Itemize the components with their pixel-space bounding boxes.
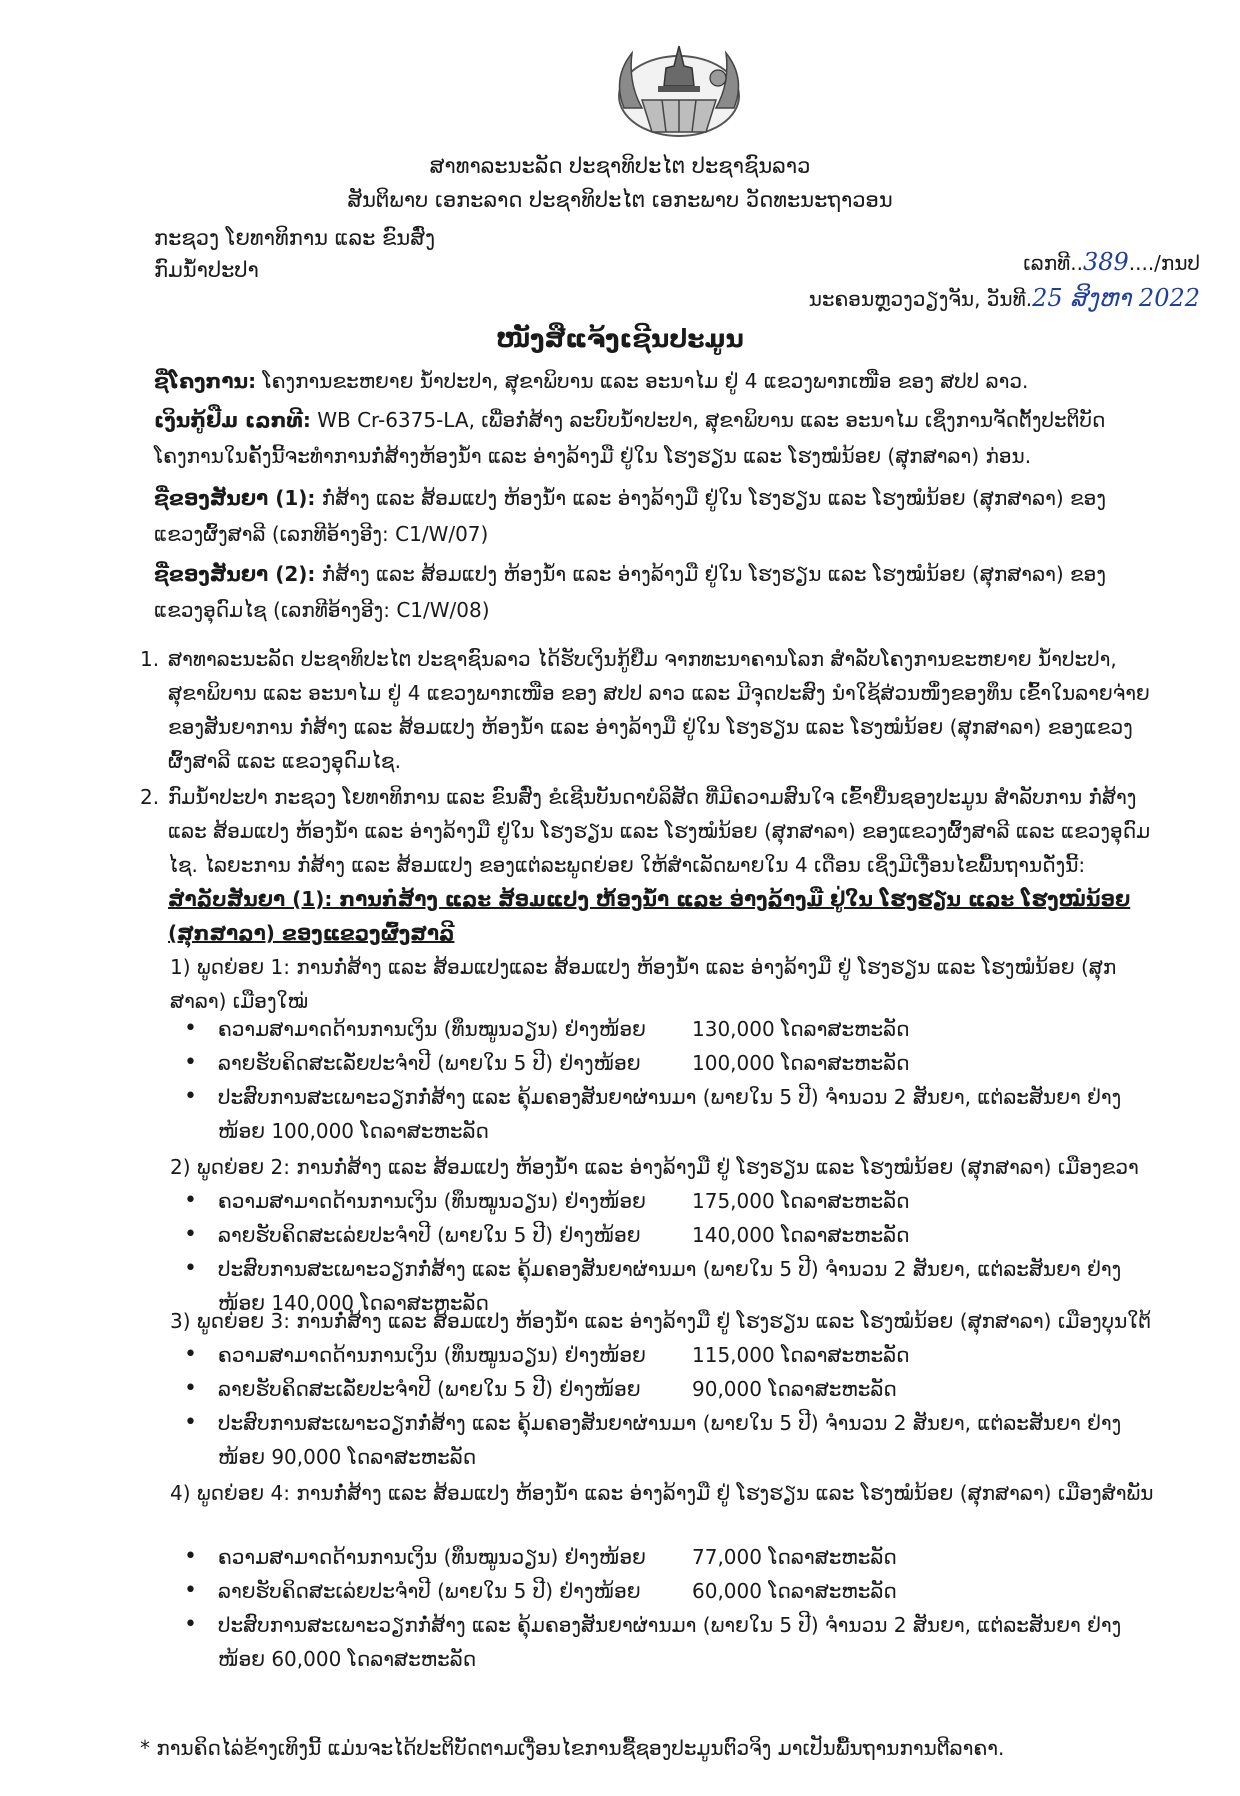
turnover-amount: 90,000 ໂດລາສະຫະລັດ: [692, 1377, 897, 1401]
list-item: [184, 1406, 1154, 1474]
bullet-icon: •: [184, 1084, 197, 1109]
item-number: 1.: [140, 647, 160, 671]
turnover-amount: 60,000 ໂດລາສະຫະລັດ: [692, 1579, 897, 1603]
reference-number: [1023, 248, 1200, 276]
numbered-item: [140, 780, 1154, 882]
place-date-line: [809, 284, 1200, 312]
project-line: [154, 363, 1154, 399]
contract1-label: ຊື່ຂອງສັນຍາ (1):: [154, 486, 316, 510]
list-item: [184, 1608, 1154, 1676]
financial-capacity: ຄວາມສາມາດດ້ານການເງິນ (ທຶນໝູນວຽນ) ຢ່າງໜ້ອຍ: [218, 1017, 646, 1041]
loan-text: WB Cr-6375-LA, ເພື່ອກໍ່ສ້າງ ລະບົບນໍ້າປະປາ, ສຸຂາພິບານ ແລະ ອະນາໄມ ເຊິ່ງການຈັດຕັ້ງປະຕິບັດໂຄງການໃນຄັ້ງນີ້ຈະທໍາການກໍ່ສ້າງຫ້ອງນໍ້າ ແລະ ອ່າງລ້າງມື ຢູ່ໃນ ໂຮງຮຽນ ແລະ ໂຮງໝໍນ້ອຍ (ສຸກສາລາ) ກ່ອນ.: [154, 408, 1106, 468]
bullet-icon: •: [184, 1016, 197, 1041]
financial-capacity: ຄວາມສາມາດດ້ານການເງິນ (ທຶນໝູນວຽນ) ຢ່າງໜ້ອຍ: [218, 1545, 646, 1569]
reference-suffix: ..../ກນປ: [1128, 251, 1200, 275]
reference-prefix: ເລກທີ..: [1023, 251, 1083, 275]
lot-title: 4) ພູດຍ່ອຍ 4: ການກໍ່ສ້າງ ແລະ ສ້ອມແປງ ຫ້ອງນໍ້າ ແລະ ອ່າງລ້າງມື ຢູ່ ໂຮງຮຽນ ແລະ ໂຮງໝໍນ້ອຍ (ສຸກສາລາ) ເມືອງສໍາພັນ: [170, 1481, 1154, 1505]
financial-amount: 130,000 ໂດລາສະຫະລັດ: [692, 1017, 910, 1041]
list-item: [184, 1372, 1154, 1406]
list-item: [184, 1046, 1154, 1080]
turnover-amount: 100,000 ໂດລາສະຫະລັດ: [692, 1051, 910, 1075]
bullet-icon: •: [184, 1578, 197, 1603]
bullet-icon: •: [184, 1376, 197, 1401]
list-item: [184, 1338, 1154, 1372]
list-item: [184, 1540, 1154, 1574]
bullet-icon: •: [184, 1544, 197, 1569]
department-name: ກົມນໍ້າປະປາ: [154, 258, 259, 282]
contract1-paragraph: [154, 480, 1154, 552]
lot-title: 3) ພູດຍ່ອຍ 3: ການກໍ່ສ້າງ ແລະ ສ້ອມແປງ ຫ້ອງນໍ້າ ແລະ ອ່າງລ້າງມື ຢູ່ ໂຮງຮຽນ ແລະ ໂຮງໝໍນ້ອຍ (ສຸກສາລາ) ເມືອງບຸນໃຕ້: [170, 1309, 1152, 1333]
list-item: [184, 1012, 1154, 1046]
footnote: * ການຄິດໄລ່ຂ້າງເທິງນີ້ ແມ່ນຈະໄດ້ປະຕິບັດຕາມເງື່ອນໄຂການຊື້ຊອງປະມູນຕົວຈິງ ມາເປັນພື້ນຖານການຕີລາຄາ.: [140, 1736, 1005, 1760]
contract2-text: ກໍ່ສ້າງ ແລະ ສ້ອມແປງ ຫ້ອງນໍ້າ ແລະ ອ່າງລ້າງມື ຢູ່ໃນ ໂຮງຮຽນ ແລະ ໂຮງໝໍນ້ອຍ (ສຸກສາລາ) ຂອງແຂວງອຸດົມໄຊ (ເລກທີອ້າງອີງ: C1/W/08): [154, 562, 1106, 622]
experience-requirement: ປະສົບການສະເພາະວຽກກໍ່ສ້າງ ແລະ ຄຸ້ມຄອງສັນຍາຜ່ານມາ (ພາຍໃນ 5 ປີ) ຈໍານວນ 2 ສັນຍາ, ແຕ່ລະສັນຍາ ຢ່າງໜ້ອຍ 100,000 ໂດລາສະຫະລັດ: [218, 1085, 1122, 1143]
financial-capacity: ຄວາມສາມາດດ້ານການເງິນ (ທຶນໝູນວຽນ) ຢ່າງໜ້ອຍ: [218, 1343, 646, 1367]
national-emblem-icon: [602, 38, 757, 138]
bullet-icon: •: [184, 1188, 197, 1213]
ministry-name: ກະຊວງ ໂຍທາທິການ ແລະ ຂົນສົ່ງ: [154, 226, 436, 250]
contract1-heading-text: ສໍາລັບສັນຍາ (1): ການກໍ່ສ້າງ ແລະ ສ້ອມແປງ ຫ້ອງນໍ້າ ແລະ ອ່າງລ້າງມື ຢູ່ໃນ ໂຮງຮຽນ ແລະ ໂຮງໝໍນ້ອຍ (ສຸກສາລາ) ຂອງແຂວງຜົ້ງສາລີ: [168, 887, 1131, 945]
bullet-icon: •: [184, 1222, 197, 1247]
item-text: ສາທາລະນະລັດ ປະຊາທິປະໄຕ ປະຊາຊົນລາວ ໄດ້ຮັບເງິນກູ້ຢືມ ຈາກທະນາຄານໂລກ ສໍາລັບໂຄງການຂະຫຍາຍ ນໍ້າປະປາ, ສຸຂາພິບານ ແລະ ອະນາໄມ ຢູ່ 4 ແຂວງພາກເໜືອ ຂອງ ສປປ ລາວ ແລະ ມີຈຸດປະສົງ ນໍາໃຊ້ສ່ວນໜຶ່ງຂອງທຶນ ເຂົ້າໃນລາຍຈ່າຍຂອງສັນຍາການ ກໍ່ສ້າງ ແລະ ສ້ອມແປງ ຫ້ອງນໍ້າ ແລະ ອ່າງລ້າງມື ຢູ່ໃນ ໂຮງຮຽນ ແລະ ໂຮງໝໍນ້ອຍ (ສຸກສາລາ) ຂອງແຂວງຜົ້ງສາລີ ແລະ ແຂວງອຸດົມໄຊ.: [168, 647, 1150, 773]
item-number: 2.: [140, 785, 160, 809]
country-name-line: ສາທາລະນະລັດ ປະຊາທິປະໄຕ ປະຊາຊົນລາວ: [429, 154, 811, 178]
annual-turnover: ລາຍຮັບຄິດສະເລັ່ຍປະຈໍາປີ (ພາຍໃນ 5 ປີ) ຢ່າງໜ້ອຍ: [218, 1377, 641, 1401]
turnover-amount: 140,000 ໂດລາສະຫະລັດ: [692, 1223, 910, 1247]
list-item: [184, 1218, 1154, 1252]
bullet-icon: •: [184, 1050, 197, 1075]
numbered-item: [140, 642, 1154, 778]
lot-title: 2) ພູດຍ່ອຍ 2: ການກໍ່ສ້າງ ແລະ ສ້ອມແປງ ຫ້ອງນໍ້າ ແລະ ອ່າງລ້າງມື ຢູ່ ໂຮງຮຽນ ແລະ ໂຮງໝໍນ້ອຍ (ສຸກສາລາ) ເມືອງຂວາ: [170, 1155, 1139, 1179]
contract1-text: ກໍ່ສ້າງ ແລະ ສ້ອມແປງ ຫ້ອງນໍ້າ ແລະ ອ່າງລ້າງມື ຢູ່ໃນ ໂຮງຮຽນ ແລະ ໂຮງໝໍນ້ອຍ (ສຸກສາລາ) ຂອງແຂວງຜົ້ງສາລີ (ເລກທີອ້າງອີງ: C1/W/07): [154, 486, 1106, 546]
item-text: ກົມນໍ້າປະປາ ກະຊວງ ໂຍທາທິການ ແລະ ຂົນສົ່ງ ຂໍເຊີນບັນດາບໍລິສັດ ທີ່ມີຄວາມສົນໃຈ ເຂົ້າຍື່ນຊອງປະມູນ ສໍາລັບການ ກໍ່ສ້າງ ແລະ ສ້ອມແປງ ຫ້ອງນໍ້າ ແລະ ອ່າງລ້າງມື ຢູ່ໃນ ໂຮງຮຽນ ແລະ ໂຮງໝໍນ້ອຍ (ສຸກສາລາ) ຂອງແຂວງຜົ້ງສາລີ ແລະ ແຂວງອຸດົມໄຊ. ໄລຍະການ ກໍ່ສ້າງ ແລະ ສ້ອມແປງ ຂອງແຕ່ລະພູດຍ່ອຍ ໃຫ້ສໍາເລັດພາຍໃນ 4 ເດືອນ ເຊິ່ງມີເງື່ອນໄຂພື້ນຖານດັ່ງນີ້:: [168, 785, 1151, 877]
date-prefix: ນະຄອນຫຼວງວຽງຈັນ, ວັນທີ.: [808, 287, 1033, 311]
financial-amount: 77,000 ໂດລາສະຫະລັດ: [692, 1545, 897, 1569]
project-text: ໂຄງການຂະຫຍາຍ ນໍ້າປະປາ, ສຸຂາພິບານ ແລະ ອະນາໄມ ຢູ່ 4 ແຂວງພາກເໜືອ ຂອງ ສປປ ລາວ.: [256, 369, 1029, 393]
date-handwritten: 25 ສິງຫາ 2022: [1032, 284, 1200, 312]
reference-number-handwritten: 389: [1082, 248, 1129, 276]
bullet-icon: •: [184, 1612, 197, 1637]
list-item: [184, 1574, 1154, 1608]
financial-amount: 175,000 ໂດລາສະຫະລັດ: [692, 1189, 910, 1213]
contract2-label: ຊື່ຂອງສັນຍາ (2):: [154, 562, 316, 586]
contract2-paragraph: [154, 556, 1154, 628]
bullet-icon: •: [184, 1342, 197, 1367]
lot-title: 1) ພູດຍ່ອຍ 1: ການກໍ່ສ້າງ ແລະ ສ້ອມແປງແລະ ສ້ອມແປງ ຫ້ອງນໍ້າ ແລະ ອ່າງລ້າງມື ຢູ່ ໂຮງຮຽນ ແລະ ໂຮງໝໍນ້ອຍ (ສຸກສາລາ) ເມືອງໃໝ່: [170, 955, 1117, 1013]
list-item: [184, 1184, 1154, 1218]
experience-requirement: ປະສົບການສະເພາະວຽກກໍ່ສ້າງ ແລະ ຄຸ້ມຄອງສັນຍາຜ່ານມາ (ພາຍໃນ 5 ປີ) ຈໍານວນ 2 ສັນຍາ, ແຕ່ລະສັນຍາ ຢ່າງໜ້ອຍ 90,000 ໂດລາສະຫະລັດ: [218, 1411, 1122, 1469]
project-label: ຊື່ໂຄງການ:: [154, 369, 257, 393]
annual-turnover: ລາຍຮັບຄິດສະເລ່ຍປະຈໍາປີ (ພາຍໃນ 5 ປີ) ຢ່າງໜ້ອຍ: [218, 1579, 641, 1603]
annual-turnover: ລາຍຮັບຄິດສະເລ່ຍປະຈໍາປີ (ພາຍໃນ 5 ປີ) ຢ່າງໜ້ອຍ: [218, 1223, 641, 1247]
contract1-heading: [140, 882, 1154, 950]
loan-paragraph: [154, 402, 1154, 474]
experience-requirement: ປະສົບການສະເພາະວຽກກໍ່ສ້າງ ແລະ ຄຸ້ມຄອງສັນຍາຜ່ານມາ (ພາຍໃນ 5 ປີ) ຈໍານວນ 2 ສັນຍາ, ແຕ່ລະສັນຍາ ຢ່າງໜ້ອຍ 60,000 ໂດລາສະຫະລັດ: [218, 1613, 1122, 1671]
financial-amount: 115,000 ໂດລາສະຫະລັດ: [692, 1343, 910, 1367]
list-item: [184, 1080, 1154, 1148]
financial-capacity: ຄວາມສາມາດດ້ານການເງິນ (ທຶນໝູນວຽນ) ຢ່າງໜ້ອຍ: [218, 1189, 646, 1213]
bullet-icon: •: [184, 1410, 197, 1435]
loan-label: ເງິນກູ້ຢືມ ເລກທີ:: [154, 408, 311, 432]
annual-turnover: ລາຍຮັບຄິດສະເລັ່ຍປະຈໍາປີ (ພາຍໃນ 5 ປີ) ຢ່າງໜ້ອຍ: [218, 1051, 641, 1075]
page-title: ໜັງສືແຈ້ງເຊີນປະມູນ: [496, 324, 744, 353]
experience-requirement: ປະສົບການສະເພາະວຽກກໍ່ສ້າງ ແລະ ຄຸ້ມຄອງສັນຍາຜ່ານມາ (ພາຍໃນ 5 ປີ) ຈໍານວນ 2 ສັນຍາ, ແຕ່ລະສັນຍາ ຢ່າງໜ້ອຍ 140,000 ໂດລາສະຫະລັດ: [218, 1257, 1122, 1315]
motto-line: ສັນຕິພາບ ເອກະລາດ ປະຊາທິປະໄຕ ເອກະພາບ ວັດທະນະຖາວອນ: [347, 188, 893, 212]
bullet-icon: •: [184, 1256, 197, 1281]
